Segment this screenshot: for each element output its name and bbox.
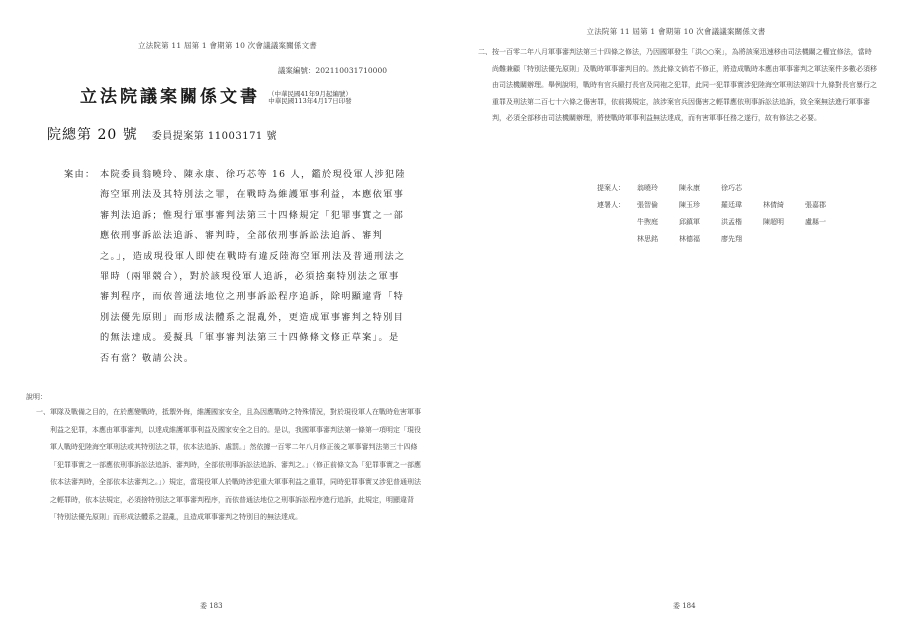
cosigner-name: 洪孟楷 (721, 218, 742, 226)
cosigners-row (597, 231, 847, 248)
explanation-item (478, 44, 878, 127)
doc-title: 立法院議案關係文書 (80, 87, 260, 107)
case-number (47, 124, 277, 144)
page-183 (0, 0, 455, 623)
doc-title-note-line1: （中華民國41年9月起編號） (268, 90, 352, 98)
proposer-name: 翁曉玲 (637, 184, 658, 192)
cosigner-name: 陳超明 (763, 218, 784, 226)
case-reason-label: 案由： (64, 169, 96, 180)
proposer-name: 徐巧芯 (721, 184, 742, 192)
cosigner-name: 牛煦庭 (637, 218, 658, 226)
cosigner-name: 張智倫 (637, 201, 658, 209)
running-head: 立法院第 11 屆第 1 會期第 10 次會議議案關係文書 (138, 41, 317, 50)
page-number: 委 183 (200, 602, 223, 610)
page-184 (456, 0, 911, 623)
explanation-item (36, 404, 421, 527)
proposers-label: 提案人： (597, 184, 625, 192)
doc-title-note (268, 91, 352, 107)
cosigners-row (597, 214, 847, 231)
explanation-item-number: 二、 (478, 48, 492, 56)
doc-title-block (80, 82, 352, 107)
case-reason-text: 本院委員翁曉玲、陳永康、徐巧芯等 16 人，鑑於現役軍人涉犯陸海空軍刑法及其特別法之罪，在戰時為維護軍事利益，本應依軍事審判法追訴；惟現行軍事審判法第三十四條規定「犯罪事實之一部應依刑事訴訟法追訴、審判時，全部依刑事訴訟法追訴、審判之。」，造成現役軍人即使在戰時有違反陸海空軍刑法及普通刑法之罪時（兩罪競合），對於該現役軍人追訴，必須捨棄特別法之軍事審判程序，而依普通法地位之刑事訴訟程序追訴，除明顯違背「特別法優先原則」而形成法體系之混亂外，更造成軍事審判之特別目的無法達成。爰擬具「軍事審判法第三十四條條文修正草案」。是否有當？敬請公決。 (100, 169, 406, 364)
proposers-row (597, 180, 847, 197)
cosigner-name: 盧縣一 (805, 218, 826, 226)
cosigner-name: 廖先翔 (721, 235, 742, 243)
case-reason (64, 165, 409, 369)
cosigner-name: 邱鎮軍 (679, 218, 700, 226)
cosigner-name: 陳玉珍 (679, 201, 700, 209)
explanation-item-text: 軍隊及戰備之目的，在於應變戰時，抵禦外侮，維護國家安全，且為因應戰時之特殊情況，對於現役軍人在戰時危害軍事利益之犯罪，本應由軍事審判，以達成維護軍事利益及國家安全之目的。是以，我國軍事審判法第一條第一項明定「現役軍人戰時犯陸海空軍刑法或其特別法之罪，依本法追訴、處罰。」然依據一百零二年八月修正後之軍事審判法第三十四條「犯罪事實之一部應依刑事訴訟法追訴、審判時，全部依刑事訴訟法追訴、審判之。」（修正前條文為「犯罪事實之一部應依本法審判時，全部依本法審判之。」）規定，當現役軍人於戰時涉犯重大軍事利益之重罪，同時犯罪事實又涉犯普通刑法之輕罪時，依本法規定，必須捨特別法之軍事審判程序，而依普通法地位之刑事訴訟程序進行追訴，此規定，明顯違背「特別法優先原則」而形成法體系之混亂，且造成軍事審判之特別目的無法達成。 (50, 408, 421, 521)
case-number-sub: 委員提案第 11003171 號 (151, 131, 277, 142)
page-number: 委 184 (673, 602, 696, 610)
cosigner-name: 張嘉郡 (805, 201, 826, 209)
explanation-item-text: 按一百零二年八月軍事審判法第三十四條之修法，乃因國軍發生「洪○○案」，為將該案迅速移由司法機關之權宜修法，當時尚難兼顧「特別法優先原則」及戰時軍事審判目的。然此條文倘若不修正，將造成戰時本應由軍事審判之軍法案件多數必須移由司法機關辦理。舉例說明，戰時有官兵毆打長官及同袍之犯罪，此同一犯罪事實涉犯陸海空軍刑法第四十九條對長官暴行之重罪及刑法第二百七十六條之傷害罪，依前揭規定，該涉案官兵因傷害之輕罪應依刑事訴訟法追訴，致全案無法進行軍事審判，必須全部移由司法機關辦理，將使戰時軍事利益無法達成，而有害軍事任務之遂行，故有修法之必要。 (492, 48, 877, 123)
case-number-main: 院總第 20 號 (47, 127, 138, 143)
cosigner-name: 林德福 (679, 235, 700, 243)
cosigner-name: 林倩綺 (763, 201, 784, 209)
proposer-name: 陳永康 (679, 184, 700, 192)
cosigners-row (597, 197, 847, 214)
cosigner-name: 羅廷瑋 (721, 201, 742, 209)
bill-number: 議案編號：202110031710000 (277, 66, 387, 75)
explanation-label: 說明： (26, 393, 47, 401)
signatories (597, 180, 847, 248)
cosigner-name: 林思銘 (637, 235, 658, 243)
running-head: 立法院第 11 屆第 1 會期第 10 次會議議案關係文書 (586, 27, 766, 36)
doc-title-note-line2: 中華民國113年4月17日印發 (268, 97, 352, 105)
explanation-item-number: 一、 (36, 408, 50, 416)
cosigners-label: 連署人： (597, 201, 625, 209)
